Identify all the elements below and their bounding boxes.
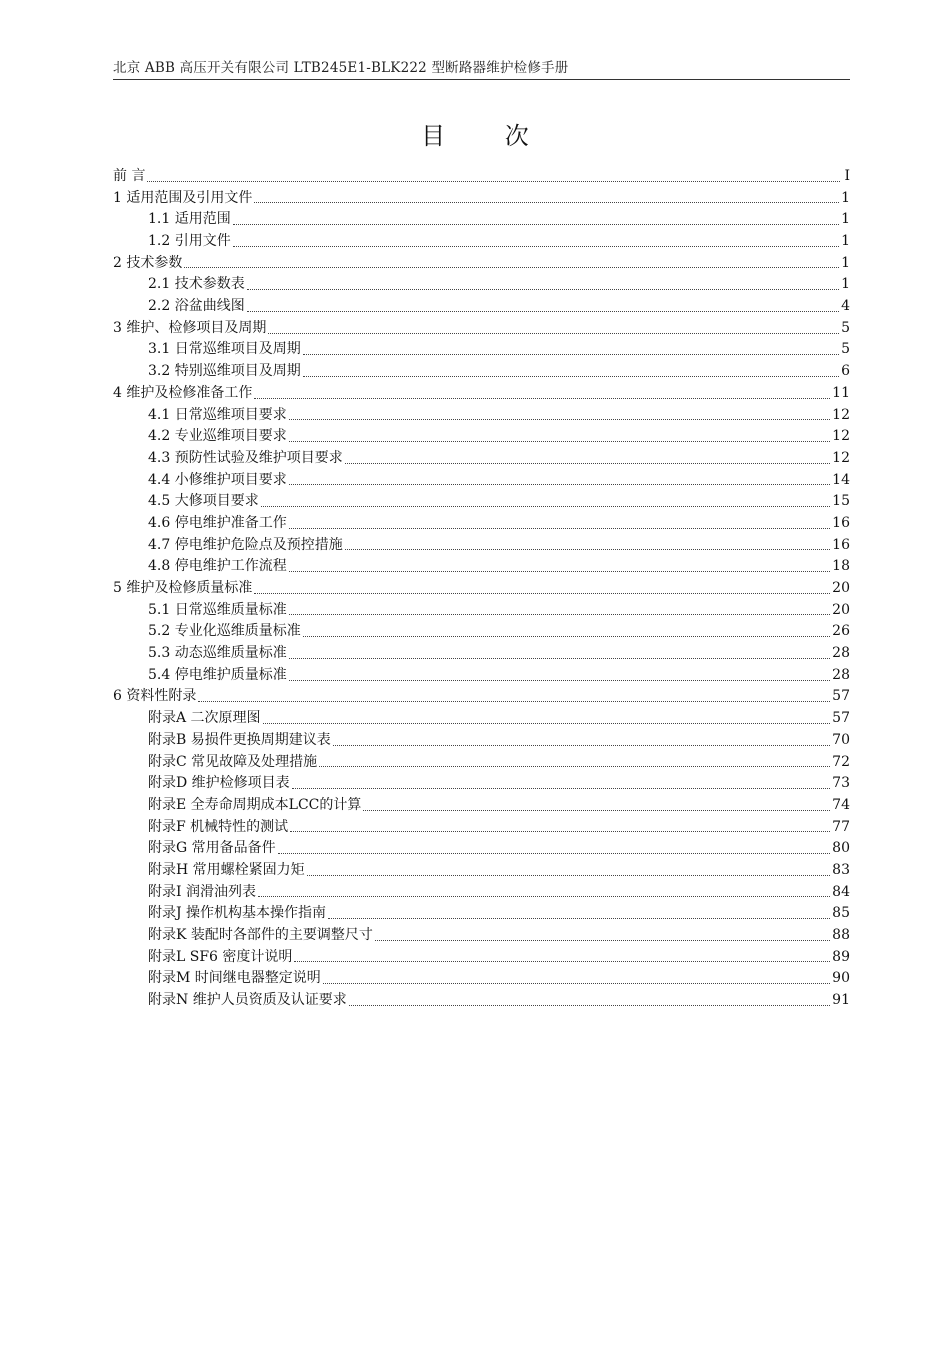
toc-entry-page-number: 14 <box>832 471 850 488</box>
toc-entry-section[interactable] <box>113 470 850 492</box>
toc-entry-page-number: 12 <box>832 449 850 466</box>
toc-dot-leader <box>328 918 830 919</box>
toc-entry-label: 4.6 停电维护准备工作 <box>148 514 287 531</box>
toc-dot-leader <box>323 983 830 984</box>
toc-entry-page-number: 80 <box>832 840 850 857</box>
toc-entry-label: 附录F 机械特性的测试 <box>148 818 289 835</box>
toc-entry-label: 4.2 专业巡维项目要求 <box>148 428 287 445</box>
toc-entry-label: 5 维护及检修质量标准 <box>113 580 253 597</box>
toc-entry-label: 6 资料性附录 <box>113 688 197 705</box>
toc-entry-page-number: 70 <box>832 731 850 748</box>
toc-entry-section[interactable] <box>113 231 850 253</box>
toc-entry-page-number: 20 <box>832 601 850 618</box>
toc-entry-page-number: 88 <box>832 927 850 944</box>
toc-dot-leader <box>333 745 830 746</box>
toc-entry-label: 附录A 二次原理图 <box>148 710 261 727</box>
toc-entry-chapter[interactable] <box>113 188 850 210</box>
toc-dot-leader <box>254 202 839 203</box>
toc-entry-label: 附录B 易损件更换周期建议表 <box>148 731 331 748</box>
toc-entry-section[interactable] <box>113 405 850 427</box>
toc-entry-section[interactable] <box>113 296 850 318</box>
toc-dot-leader <box>319 766 830 767</box>
toc-entry-label: 附录D 维护检修项目表 <box>148 775 290 792</box>
toc-entry-page-number: 1 <box>841 276 850 293</box>
running-header: 北京 ABB 高压开关有限公司 LTB245E1-BLK222 型断路器维护检修手册 <box>113 60 569 76</box>
toc-entry-label: 5.2 专业化巡维质量标准 <box>148 623 301 640</box>
toc-entry-page-number: 74 <box>832 796 850 813</box>
toc-dot-leader <box>261 506 830 507</box>
toc-entry-page-number: 11 <box>832 384 850 401</box>
toc-entry-page-number: 15 <box>832 493 850 510</box>
toc-entry-section[interactable] <box>113 752 850 774</box>
toc-entry-chapter[interactable] <box>113 578 850 600</box>
toc-entry-section[interactable] <box>113 882 850 904</box>
toc-entry-page-number: 72 <box>832 753 850 770</box>
toc-entry-section[interactable] <box>113 340 850 362</box>
toc-dot-leader <box>292 788 830 789</box>
toc-dot-leader <box>263 723 831 724</box>
toc-entry-section[interactable] <box>113 556 850 578</box>
toc-dot-leader <box>303 376 839 377</box>
toc-entry-label: 4 维护及检修准备工作 <box>113 384 253 401</box>
toc-entry-section[interactable] <box>113 990 850 1012</box>
toc-dot-leader <box>349 1005 830 1006</box>
toc-entry-section[interactable] <box>113 361 850 383</box>
toc-dot-leader <box>289 441 830 442</box>
toc-entry-label: 附录N 维护人员资质及认证要求 <box>148 992 347 1009</box>
toc-dot-leader <box>345 549 830 550</box>
toc-entry-page-number: 85 <box>832 905 850 922</box>
toc-entry-section[interactable] <box>113 274 850 296</box>
toc-entry-section[interactable] <box>113 708 850 730</box>
toc-dot-leader <box>247 289 839 290</box>
toc-entry-section[interactable] <box>113 795 850 817</box>
toc-entry-section[interactable] <box>113 838 850 860</box>
toc-entry-section[interactable] <box>113 773 850 795</box>
toc-entry-label: 4.1 日常巡维项目要求 <box>148 406 287 423</box>
toc-dot-leader <box>233 246 839 247</box>
toc-dot-leader <box>289 528 830 529</box>
toc-dot-leader <box>289 419 830 420</box>
toc-entry-section[interactable] <box>113 535 850 557</box>
toc-entry-page-number: 91 <box>832 992 850 1009</box>
toc-entry-label: 附录M 时间继电器整定说明 <box>148 970 321 987</box>
toc-entry-page-number: 12 <box>832 406 850 423</box>
toc-dot-leader <box>268 333 839 334</box>
toc-dot-leader <box>375 940 830 941</box>
toc-entry-label: 2.2 浴盆曲线图 <box>148 298 245 315</box>
toc-dot-leader <box>289 571 830 572</box>
toc-entry-label: 5.3 动态巡维质量标准 <box>148 645 287 662</box>
toc-entry-label: 1.2 引用文件 <box>148 233 231 250</box>
toc-entry-page-number: 16 <box>832 514 850 531</box>
toc-entry-section[interactable] <box>113 925 850 947</box>
toc-dot-leader <box>258 896 830 897</box>
toc-entry-chapter[interactable] <box>113 253 850 275</box>
toc-entry-label: 4.5 大修项目要求 <box>148 493 259 510</box>
toc-entry-page-number: 20 <box>832 580 850 597</box>
toc-entry-label: 附录H 常用螺栓紧固力矩 <box>148 861 305 878</box>
toc-entry-section[interactable] <box>113 491 850 513</box>
toc-entry-label: 附录L SF6 密度计说明 <box>148 948 293 965</box>
toc-dot-leader <box>184 267 839 268</box>
toc-entry-page-number: 1 <box>841 254 850 271</box>
toc-entry-chapter[interactable] <box>113 383 850 405</box>
toc-dot-leader <box>247 311 839 312</box>
toc-entry-label: 3.2 特别巡维项目及周期 <box>148 363 301 380</box>
toc-dot-leader <box>254 398 830 399</box>
toc-entry-section[interactable] <box>113 600 850 622</box>
toc-entry-page-number: 84 <box>832 883 850 900</box>
toc-entry-label: 1.1 适用范围 <box>148 211 231 228</box>
toc-entry-label: 5.1 日常巡维质量标准 <box>148 601 287 618</box>
toc-dot-leader <box>233 224 839 225</box>
toc-entry-page-number: 89 <box>832 948 850 965</box>
toc-dot-leader <box>289 614 830 615</box>
toc-dot-leader <box>289 484 830 485</box>
toc-entry-page-number: 73 <box>832 775 850 792</box>
toc-entry-page-number: 18 <box>832 558 850 575</box>
toc-entry-section[interactable] <box>113 643 850 665</box>
toc-entry-label: 附录E 全寿命周期成本LCC的计算 <box>148 796 362 813</box>
toc-entry-chapter[interactable] <box>113 318 850 340</box>
toc-entry-section[interactable] <box>113 730 850 752</box>
toc-entry-chapter[interactable] <box>113 166 850 188</box>
toc-entry-page-number: 28 <box>832 666 850 683</box>
toc-entry-label: 4.4 小修维护项目要求 <box>148 471 287 488</box>
toc-entry-label: 4.7 停电维护危险点及预控措施 <box>148 536 343 553</box>
toc-entry-section[interactable] <box>113 968 850 990</box>
toc-entry-label: 4.8 停电维护工作流程 <box>148 558 287 575</box>
toc-entry-chapter[interactable] <box>113 687 850 709</box>
toc-dot-leader <box>303 354 839 355</box>
toc-dot-leader <box>278 853 831 854</box>
toc-entry-page-number: 26 <box>832 623 850 640</box>
toc-dot-leader <box>289 680 830 681</box>
toc-entry-section[interactable] <box>113 426 850 448</box>
toc-entry-section[interactable] <box>113 947 850 969</box>
toc-entry-page-number: 5 <box>841 319 850 336</box>
toc-entry-page-number: 1 <box>841 233 850 250</box>
toc-entry-section[interactable] <box>113 621 850 643</box>
toc-entry-page-number: 12 <box>832 428 850 445</box>
toc-entry-label: 4.3 预防性试验及维护项目要求 <box>148 449 343 466</box>
toc-dot-leader <box>294 961 830 962</box>
toc-dot-leader <box>290 831 830 832</box>
toc-entry-page-number: 1 <box>841 211 850 228</box>
toc-entry-page-number: 6 <box>841 363 850 380</box>
toc-dot-leader <box>363 810 830 811</box>
toc-dot-leader <box>345 463 830 464</box>
toc-dot-leader <box>198 701 830 702</box>
toc-entry-page-number: 28 <box>832 645 850 662</box>
toc-entry-page-number: 1 <box>841 189 850 206</box>
toc-dot-leader <box>303 636 830 637</box>
toc-entry-label: 3 维护、检修项目及周期 <box>113 319 267 336</box>
table-of-contents <box>113 166 850 1012</box>
toc-entry-label: 3.1 日常巡维项目及周期 <box>148 341 301 358</box>
toc-entry-label: 前 言 <box>113 167 146 184</box>
toc-dot-leader <box>307 875 831 876</box>
toc-entry-section[interactable] <box>113 860 850 882</box>
toc-entry-section[interactable] <box>113 665 850 687</box>
toc-entry-label: 附录I 润滑油列表 <box>148 883 256 900</box>
toc-entry-page-number: 57 <box>832 710 850 727</box>
toc-dot-leader <box>289 658 830 659</box>
toc-entry-section[interactable] <box>113 513 850 535</box>
toc-entry-label: 1 适用范围及引用文件 <box>113 189 253 206</box>
toc-entry-label: 2.1 技术参数表 <box>148 276 245 293</box>
page-title: 目 次 <box>421 122 555 150</box>
toc-entry-section[interactable] <box>113 903 850 925</box>
toc-entry-page-number: 4 <box>841 298 850 315</box>
toc-entry-page-number: 83 <box>832 861 850 878</box>
toc-entry-page-number: 57 <box>832 688 850 705</box>
toc-dot-leader <box>254 593 830 594</box>
toc-entry-section[interactable] <box>113 209 850 231</box>
toc-entry-page-number: 5 <box>841 341 850 358</box>
toc-entry-section[interactable] <box>113 817 850 839</box>
toc-entry-page-number: I <box>844 167 850 184</box>
toc-entry-label: 附录G 常用备品备件 <box>148 840 276 857</box>
toc-entry-label: 附录J 操作机构基本操作指南 <box>148 905 327 922</box>
header-divider <box>113 79 850 80</box>
toc-entry-page-number: 16 <box>832 536 850 553</box>
toc-entry-label: 5.4 停电维护质量标准 <box>148 666 287 683</box>
toc-entry-page-number: 90 <box>832 970 850 987</box>
toc-entry-label: 附录C 常见故障及处理措施 <box>148 753 318 770</box>
toc-entry-label: 附录K 装配时各部件的主要调整尺寸 <box>148 927 373 944</box>
toc-entry-page-number: 77 <box>832 818 850 835</box>
toc-entry-label: 2 技术参数 <box>113 254 183 271</box>
toc-entry-section[interactable] <box>113 448 850 470</box>
toc-dot-leader <box>147 181 840 182</box>
